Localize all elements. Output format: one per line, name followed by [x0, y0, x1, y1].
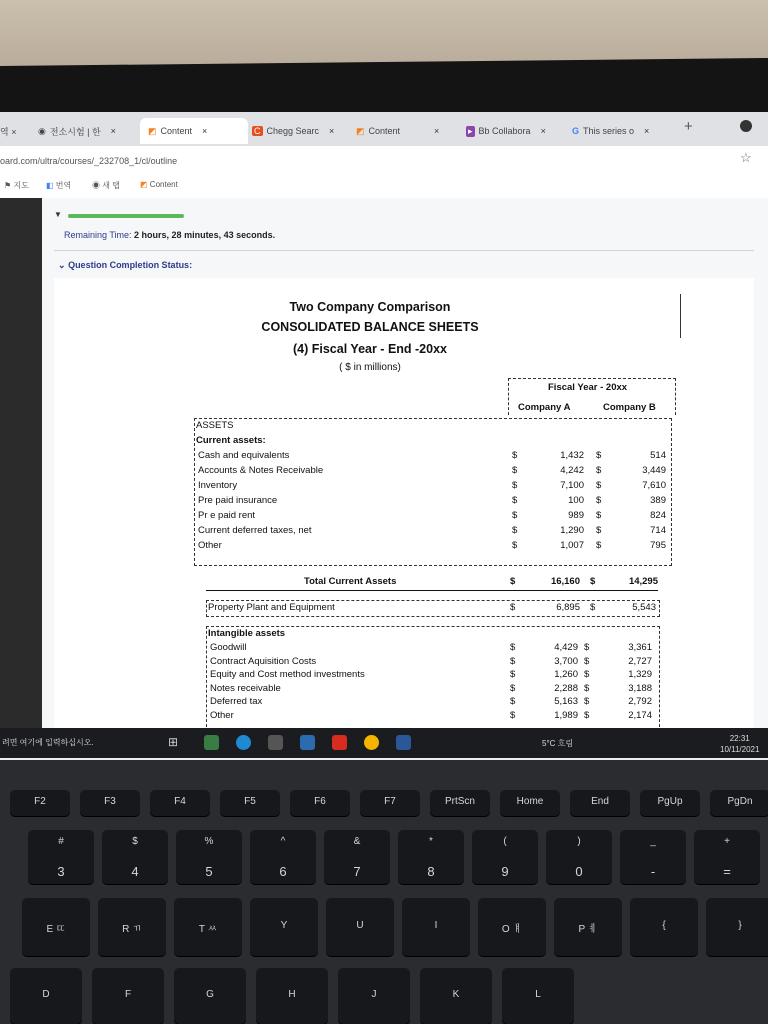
asset-row-a: 4,242	[560, 465, 584, 476]
intangible-row-label: Other	[210, 709, 234, 721]
key-label: {	[662, 920, 666, 931]
intangible-row-label: Goodwill	[210, 642, 247, 653]
content-icon: ◩	[140, 180, 148, 189]
ppe-b: 5,543	[632, 602, 656, 613]
bookmark-content[interactable]: ◩ Content	[140, 180, 178, 189]
intangible-row-a: 2,288	[554, 682, 578, 694]
keyboard-key[interactable]	[570, 790, 630, 816]
key-label: 8	[427, 864, 435, 879]
intangible-row-label: Equity and Cost method investments	[210, 669, 365, 680]
keyboard-key[interactable]	[472, 830, 538, 884]
divider	[54, 250, 754, 251]
keyboard-key[interactable]	[500, 790, 560, 816]
key-label: K	[452, 989, 460, 1000]
map-icon: ⚑	[4, 181, 12, 190]
keyboard-key[interactable]	[430, 790, 490, 816]
keyboard-key[interactable]	[250, 898, 318, 956]
key-label: (	[503, 836, 507, 847]
current-assets-heading: Current assets:	[196, 435, 266, 446]
doc-title: Two Company Comparison	[289, 300, 451, 314]
keyboard-key[interactable]	[22, 898, 90, 956]
dollar-sign: $	[510, 576, 516, 587]
dollar-sign: $	[512, 450, 518, 461]
keyboard-key[interactable]	[92, 968, 164, 1024]
bookmark-new-tab[interactable]: ◉ 새 탭	[92, 181, 120, 190]
intangible-row-b: 2,792	[628, 696, 652, 707]
chrome-icon[interactable]	[364, 735, 379, 750]
bookmark-star-icon[interactable]: ☆	[740, 150, 752, 165]
keyboard-key[interactable]	[256, 968, 328, 1024]
asset-row-label: Pr e paid rent	[198, 510, 256, 521]
tab-1[interactable]	[38, 118, 116, 144]
key-label: 3	[57, 864, 65, 879]
browser-tab-bar	[0, 112, 768, 146]
left-panel	[0, 198, 42, 738]
tab-label: This series o	[583, 126, 635, 136]
tab-label: Content	[160, 126, 193, 136]
key-label: F7	[384, 796, 396, 807]
dollar-sign: $	[512, 540, 518, 551]
keyboard-key[interactable]	[326, 898, 394, 956]
close-icon[interactable]: ×	[202, 126, 208, 136]
dollar-sign: $	[584, 642, 590, 653]
key-label: F4	[174, 796, 186, 807]
key-label: &	[353, 836, 361, 847]
key-label: PgDn	[727, 796, 753, 807]
key-label: $	[132, 836, 138, 847]
dollar-sign: $	[596, 480, 602, 491]
dollar-sign: $	[596, 540, 602, 551]
chevron-down-icon: ⌄	[58, 260, 66, 270]
keyboard-key[interactable]	[324, 830, 390, 884]
key-label: P ㅖ	[578, 924, 598, 935]
asset-row-b: 514	[650, 450, 666, 461]
intangible-row-b: 3,188	[628, 682, 652, 694]
dollar-sign: $	[596, 525, 602, 536]
keyboard-key[interactable]	[174, 968, 246, 1024]
keyboard-key[interactable]	[546, 830, 612, 884]
key-label: F	[124, 989, 132, 1000]
intangible-row-label: Notes receivable	[210, 682, 281, 694]
dollar-sign: $	[510, 709, 516, 721]
intangible-row-a: 5,163	[554, 696, 578, 707]
tab-translate[interactable]	[0, 118, 16, 144]
asset-row-a: 100	[568, 495, 584, 506]
key-label: U	[356, 920, 364, 931]
dollar-sign: $	[584, 696, 590, 707]
key-label: R ㄲ	[122, 924, 142, 935]
total-current-label: Total Current Assets	[304, 576, 397, 587]
edge-icon[interactable]	[236, 735, 251, 750]
office-icon[interactable]	[332, 735, 347, 750]
total-current-b: 14,295	[628, 576, 658, 587]
keyboard-key[interactable]	[290, 790, 350, 816]
keyboard-key[interactable]	[10, 790, 70, 816]
dollar-sign: $	[596, 495, 602, 506]
windows-taskbar	[0, 728, 768, 758]
total-current-a: 16,160	[550, 576, 580, 587]
keyboard-key[interactable]	[706, 898, 768, 956]
ppe-label: Property Plant and Equipment	[208, 602, 335, 613]
close-icon[interactable]: ×	[329, 126, 335, 136]
tab-3[interactable]	[252, 118, 334, 144]
intangible-heading: Intangible assets	[208, 628, 286, 639]
dollar-sign: $	[512, 495, 518, 506]
dollar-sign: $	[596, 465, 602, 476]
key-label: F3	[104, 796, 116, 807]
key-label: +	[724, 836, 730, 847]
dollar-sign: $	[584, 655, 590, 667]
tab-label: Chegg Searc	[266, 126, 320, 136]
keyboard-key[interactable]	[502, 968, 574, 1024]
intangible-row-a: 1,989	[554, 709, 578, 721]
tab-label: 전소시험 | 한	[49, 126, 101, 137]
key-label: F5	[244, 796, 256, 807]
keyboard-key[interactable]	[10, 968, 82, 1024]
key-label: Y	[280, 920, 288, 931]
key-label: PrtScn	[444, 796, 475, 807]
bb-icon: ▸	[468, 125, 473, 136]
dollar-sign: $	[584, 682, 590, 694]
keyboard-key[interactable]	[398, 830, 464, 884]
key-label: L	[535, 989, 541, 1000]
key-label: 6	[279, 864, 287, 879]
bookmarks-bar	[0, 174, 768, 199]
dollar-sign: $	[590, 576, 596, 587]
taskbar-clock[interactable]: 22:31 10/11/2021	[720, 734, 760, 754]
bookmark-map[interactable]: ⚑ 지도	[4, 181, 29, 190]
translate-icon: ◧	[46, 181, 54, 190]
dollar-sign: $	[510, 696, 516, 707]
close-icon[interactable]: ×	[644, 126, 650, 136]
key-label: PgUp	[657, 796, 683, 807]
assets-heading: ASSETS	[196, 420, 234, 431]
question-completion-status[interactable]: ⌄ Question Completion Status:	[58, 260, 193, 270]
keyboard-key[interactable]	[220, 790, 280, 816]
asset-row-a: 1,290	[560, 525, 584, 536]
col-company-a: Company A	[518, 402, 571, 413]
profile-icon[interactable]	[740, 120, 752, 132]
tab-5[interactable]	[466, 118, 546, 144]
laptop-keyboard	[0, 760, 768, 1024]
dollar-sign: $	[590, 602, 596, 613]
key-label: F6	[314, 796, 326, 807]
intangible-row-a: 3,700	[554, 655, 578, 667]
intangible-row-b: 3,361	[628, 642, 652, 653]
key-label: _	[650, 836, 656, 847]
asset-row-b: 389	[650, 495, 666, 506]
key-label: End	[591, 796, 609, 807]
asset-row-b: 824	[650, 510, 666, 521]
dollar-sign: $	[510, 682, 516, 694]
key-label: T ㅆ	[198, 924, 218, 935]
laptop-screen	[0, 112, 768, 760]
doc-units: ( $ in millions)	[339, 362, 401, 373]
keyboard-key[interactable]	[710, 790, 768, 816]
intangible-row-a: 1,260	[554, 669, 578, 680]
weather-widget[interactable]: 5°C 흐림	[542, 739, 574, 748]
intangible-row-label: Contract Aquisition Costs	[210, 655, 317, 667]
key-label: F2	[34, 796, 46, 807]
dollar-sign: $	[512, 465, 518, 476]
keyboard-key[interactable]	[174, 898, 242, 956]
doc-fiscal-year: (4) Fiscal Year - End -20xx	[292, 342, 447, 356]
key-label: -	[650, 864, 656, 879]
content-icon: ◩	[356, 125, 365, 136]
tab-2[interactable]	[140, 118, 248, 144]
asset-row-b: 714	[650, 525, 666, 536]
intangible-row-b: 2,727	[628, 655, 652, 667]
taskbar-search[interactable]: 려면 여기에 입력하십시오.	[2, 738, 94, 747]
keyboard-key[interactable]	[360, 790, 420, 816]
key-label: #	[58, 836, 64, 847]
dollar-sign: $	[512, 525, 518, 536]
asset-row-label: Other	[198, 540, 222, 551]
asset-row-label: Accounts & Notes Receivable	[198, 465, 324, 476]
globe-icon: ◉	[92, 181, 100, 190]
collapse-caret-icon[interactable]: ▼	[54, 210, 62, 219]
close-icon[interactable]: ×	[540, 126, 546, 136]
keyboard-key[interactable]	[176, 830, 242, 884]
key-label: 0	[575, 864, 583, 879]
google-icon: G	[572, 126, 580, 136]
intangible-row-b: 2,174	[628, 709, 652, 721]
globe-icon: ◉	[38, 125, 46, 136]
key-label: %	[204, 836, 214, 847]
tab-label: Bb Collabora	[478, 126, 531, 136]
remaining-time: Remaining Time: 2 hours, 28 minutes, 43 seconds.	[64, 230, 276, 240]
key-label: J	[371, 989, 377, 1000]
keyboard-key[interactable]	[554, 898, 622, 956]
key-label: H	[288, 989, 296, 1000]
key-label: I	[434, 920, 438, 931]
keyboard-key[interactable]	[28, 830, 94, 884]
keyboard-key[interactable]	[250, 830, 316, 884]
dollar-sign: $	[584, 709, 590, 721]
asset-row-a: 1,432	[560, 450, 584, 461]
keyboard-key[interactable]	[402, 898, 470, 956]
asset-row-label: Current deferred taxes, net	[198, 525, 312, 536]
ppe-a: 6,895	[556, 602, 580, 613]
chegg-icon: C	[254, 126, 261, 136]
asset-row-b: 3,449	[642, 465, 666, 476]
doc-subtitle: CONSOLIDATED BALANCE SHEETS	[261, 320, 479, 334]
keyboard-key[interactable]	[478, 898, 546, 956]
keyboard-key[interactable]	[150, 790, 210, 816]
key-label: =	[723, 864, 731, 879]
fiscal-header: Fiscal Year - 20xx	[548, 382, 628, 393]
divider	[680, 294, 681, 338]
keyboard-key[interactable]	[98, 898, 166, 956]
dollar-sign: $	[512, 510, 518, 521]
close-icon[interactable]: ×	[434, 126, 440, 136]
time-progress-bar	[68, 214, 184, 218]
close-icon[interactable]: ×	[110, 126, 116, 136]
asset-row-b: 7,610	[642, 480, 666, 491]
address-bar[interactable]	[0, 146, 768, 174]
dollar-sign: $	[510, 655, 516, 667]
asset-row-a: 7,100	[560, 480, 584, 491]
keyboard-key[interactable]	[338, 968, 410, 1024]
store-icon[interactable]	[268, 735, 283, 750]
asset-row-b: 795	[650, 540, 666, 551]
key-label: G	[206, 989, 214, 1000]
dollar-sign: $	[510, 602, 516, 613]
word-icon[interactable]	[396, 735, 411, 750]
tab-4[interactable]	[356, 118, 439, 144]
tab-label: 역 ×	[0, 126, 17, 137]
intangible-row-b: 1,329	[628, 669, 652, 680]
asset-row-a: 989	[568, 510, 584, 521]
intangible-row-a: 4,429	[554, 642, 578, 653]
keyboard-key[interactable]	[640, 790, 700, 816]
key-label: *	[429, 836, 433, 847]
dollar-sign: $	[510, 642, 516, 653]
underline	[206, 590, 658, 591]
content-icon: ◩	[148, 125, 157, 136]
key-label: E ㄸ	[46, 924, 66, 935]
dollar-sign: $	[510, 669, 516, 680]
asset-row-label: Inventory	[198, 480, 238, 491]
asset-row-a: 1,007	[560, 540, 584, 551]
key-label: 9	[501, 864, 509, 879]
keyboard-key[interactable]	[80, 790, 140, 816]
dollar-sign: $	[584, 669, 590, 680]
asset-row-label: Cash and equivalents	[198, 450, 290, 461]
key-label: }	[738, 920, 742, 931]
key-label: 5	[205, 864, 213, 879]
intangible-row-label: Deferred tax	[210, 696, 263, 707]
key-label: D	[42, 989, 50, 1000]
mail-icon[interactable]	[300, 735, 315, 750]
key-label: O ㅒ	[501, 924, 523, 935]
task-view-icon[interactable]: ⊞	[168, 735, 179, 749]
keyboard-key[interactable]	[420, 968, 492, 1024]
col-company-b: Company B	[603, 402, 656, 413]
keyboard-key[interactable]	[630, 898, 698, 956]
bookmark-translate[interactable]: ◧ 번역	[46, 181, 72, 190]
keyboard-key[interactable]	[620, 830, 686, 884]
keyboard-key[interactable]	[102, 830, 168, 884]
key-label: 7	[353, 864, 361, 879]
file-explorer-icon[interactable]	[204, 735, 219, 750]
new-tab-button[interactable]: +	[684, 118, 693, 135]
key-label: ^	[280, 836, 286, 847]
tab-6[interactable]	[572, 118, 649, 144]
tab-label: Content	[368, 126, 401, 136]
key-label: 4	[131, 864, 139, 879]
dollar-sign: $	[596, 510, 602, 521]
key-label: Home	[516, 796, 544, 807]
key-label: )	[577, 836, 581, 847]
dollar-sign: $	[596, 450, 602, 461]
url-text[interactable]: oard.com/ultra/courses/_232708_1/cl/outline	[0, 156, 178, 166]
keyboard-key[interactable]	[694, 830, 760, 884]
asset-row-label: Pre paid insurance	[198, 495, 278, 506]
dollar-sign: $	[512, 480, 518, 491]
